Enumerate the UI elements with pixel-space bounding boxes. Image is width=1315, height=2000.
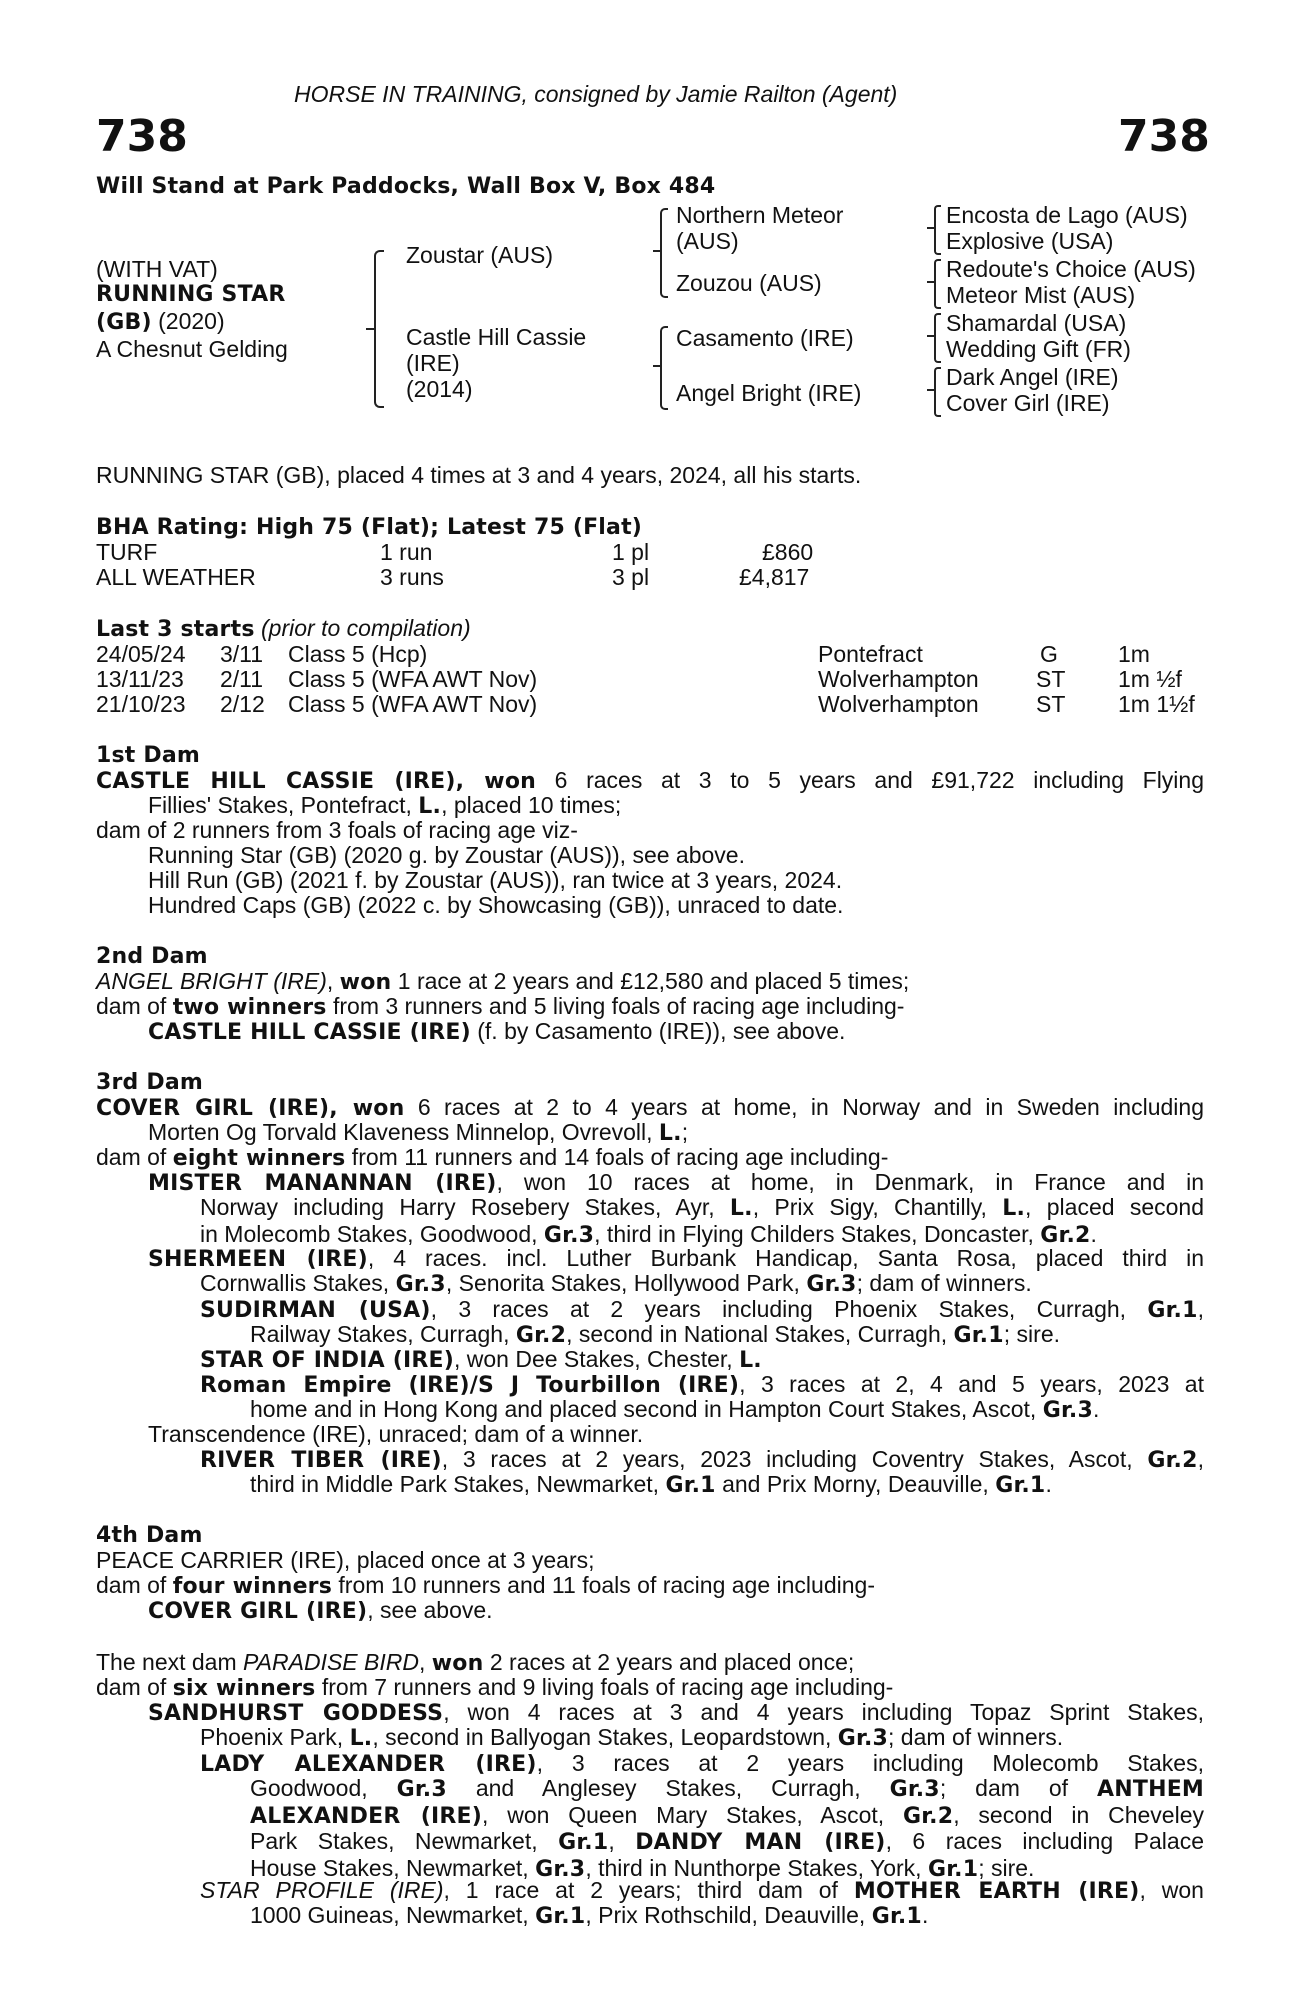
start-date: 21/10/23 <box>96 691 186 717</box>
river-tiber-cont: third in Middle Park Stakes, Newmarket, Gr.1 and Prix Morny, Deauville, Gr.1. <box>250 1471 1052 1498</box>
start-course: Wolverhampton <box>818 691 979 717</box>
pedigree-dam-line3: (2014) <box>406 376 473 402</box>
dam3-won: won <box>352 1096 405 1121</box>
sandhurst-goddess-name: SANDHURST GODDESS <box>148 1701 444 1726</box>
start-going: ST <box>1036 691 1066 717</box>
rating-prize: £860 <box>762 539 814 565</box>
dam2-produce <box>96 994 904 1021</box>
pedigree-sire: Zoustar (AUS) <box>406 242 553 268</box>
dam1-text2b: , placed 10 times; <box>441 792 622 818</box>
rating-placed: 1 pl <box>612 539 650 565</box>
rating-surface: TURF <box>96 539 158 565</box>
roman-empire-cont: home and in Hong Kong and placed second in Hampton Court Stakes, Ascot, Gr.3. <box>250 1396 1100 1423</box>
sudirman-entry: SUDIRMAN (USA), 3 races at 2 years including Phoenix Stakes, Curragh, Gr.1, <box>200 1296 1204 1323</box>
star-profile-cont: 1000 Guineas, Newmarket, Gr.1, Prix Rothschild, Deauville, Gr.1. <box>250 1902 929 1929</box>
pedigree-brace-sd <box>934 259 941 309</box>
transcendence-entry: Transcendence (IRE), unraced; dam of a winner. <box>148 1421 644 1447</box>
pedigree-dam-line2: (IRE) <box>406 350 460 376</box>
bha-rating: BHA Rating: High 75 (Flat); Latest 75 (Flat) <box>96 515 643 540</box>
pedigree-dam-sire: Casamento (IRE) <box>676 325 854 351</box>
shermeen-name: SHERMEEN (IRE) <box>148 1247 368 1272</box>
dam1-foal: Hill Run (GB) (2021 f. by Zoustar (AUS)), ran twice at 3 years, 2024. <box>148 867 843 893</box>
dam4-record: PEACE CARRIER (IRE), placed once at 3 years; <box>96 1547 595 1573</box>
sandhurst-goddess-entry: SANDHURST GODDESS, won 4 races at 3 and 4 years including Topaz Sprint Stakes, <box>148 1699 1204 1726</box>
pedigree-sds: Redoute's Choice (AUS) <box>946 256 1196 282</box>
dam3-record <box>96 1095 1204 1122</box>
horse-country: (GB) <box>96 310 152 335</box>
dam3-record-cont <box>148 1120 688 1147</box>
pedigree-ss-line1: Northern Meteor <box>676 202 844 228</box>
roman-empire-entry: Roman Empire (IRE)/S J Tourbillon (IRE), 3 races at 2, 4 and 5 years, 2023 at <box>200 1371 1204 1398</box>
pedigree-brace-main <box>374 250 384 408</box>
dam2-sep: , <box>326 968 340 994</box>
dam1-heading: 1st Dam <box>96 743 201 768</box>
start-position: 3/11 <box>220 641 264 667</box>
river-tiber-name: RIVER TIBER (IRE) <box>200 1448 442 1473</box>
horse-description: A Chesnut Gelding <box>96 336 288 362</box>
horse-name: RUNNING STAR <box>96 282 286 307</box>
pedigree-brace-dam <box>660 326 668 410</box>
dam1-produce-intro: dam of 2 runners from 3 foals of racing age viz- <box>96 817 578 843</box>
dam2-text2b: from 3 runners and 5 living foals of racing age including- <box>326 993 905 1019</box>
start-distance: 1m ½f <box>1118 666 1182 692</box>
rating-prize: £4,817 <box>739 564 810 590</box>
dam2-won: won <box>339 970 392 995</box>
shermeen-cont: Cornwallis Stakes, Gr.3, Senorita Stakes, Hollywood Park, Gr.3; dam of winners. <box>200 1270 1032 1297</box>
dam3-name: COVER GIRL (IRE) <box>96 1096 330 1121</box>
pedigree-brace-dd <box>934 367 941 417</box>
dam2-heading: 2nd Dam <box>96 944 208 969</box>
dam3-heading: 3rd Dam <box>96 1070 203 1095</box>
river-tiber-entry: RIVER TIBER (IRE), 3 races at 2 years, 2023 including Coventry Stakes, Ascot, Gr.2, <box>200 1446 1204 1473</box>
star-profile-entry: STAR PROFILE (IRE), 1 race at 2 years; third dam of MOTHER EARTH (IRE), won <box>200 1877 1204 1904</box>
pedigree-sire-dam: Zouzou (AUS) <box>676 270 822 296</box>
start-distance: 1m 1½f <box>1118 691 1195 717</box>
start-course: Pontefract <box>818 641 923 667</box>
star-of-india-entry: STAR OF INDIA (IRE), won Dee Stakes, Chester, L. <box>200 1346 762 1373</box>
pedigree-brace-sd-tick <box>927 281 934 283</box>
lady-alexander-name: LADY ALEXANDER (IRE) <box>200 1752 537 1777</box>
start-race: Class 5 (WFA AWT Nov) <box>288 691 538 717</box>
dam1-text2a: Fillies' Stakes, Pontefract, <box>148 792 419 818</box>
dam2-foal-name: CASTLE HILL CASSIE (IRE) <box>148 1020 471 1045</box>
start-position: 2/11 <box>220 666 264 692</box>
dam3-listed: L. <box>658 1121 682 1146</box>
start-race: Class 5 (Hcp) <box>288 641 428 667</box>
last-starts-heading <box>96 616 471 643</box>
pedigree-sss: Encosta de Lago (AUS) <box>946 202 1188 228</box>
pedigree-brace-ds-tick <box>927 335 934 337</box>
dam4-foal-name: COVER GIRL (IRE) <box>148 1599 368 1624</box>
sandhurst-goddess-cont: Phoenix Park, L., second in Ballyogan Stakes, Leopardstown, Gr.3; dam of winners. <box>200 1724 1064 1751</box>
pedigree-brace-dam-tick <box>653 365 660 367</box>
last-starts-note: (prior to compilation) <box>254 615 471 641</box>
dam3-sep: , <box>329 1096 353 1121</box>
nextdam-winners: six winners <box>172 1676 316 1701</box>
sudirman-cont: Railway Stakes, Curragh, Gr.2, second in National Stakes, Curragh, Gr.1; sire. <box>250 1321 1060 1348</box>
pedigree-dss: Shamardal (USA) <box>946 310 1127 336</box>
star-profile-name: STAR PROFILE (IRE) <box>200 1877 444 1903</box>
dam1-record-cont <box>148 793 621 820</box>
lot-number-right: 738 <box>1118 111 1210 162</box>
dam2-winners: two winners <box>172 995 327 1020</box>
start-race: Class 5 (WFA AWT Nov) <box>288 666 538 692</box>
dam3-winners: eight winners <box>172 1146 346 1171</box>
sudirman-name: SUDIRMAN (USA) <box>200 1298 431 1323</box>
pedigree-brace-main-tick <box>366 328 374 330</box>
stable-location: Will Stand at Park Paddocks, Wall Box V, Box 484 <box>96 174 716 199</box>
dam2-record <box>96 969 909 996</box>
last-starts-title: Last 3 starts <box>96 617 255 642</box>
pedigree-ssd: Explosive (USA) <box>946 228 1114 254</box>
rating-runs: 3 runs <box>380 564 444 590</box>
dam1-foal: Hundred Caps (GB) (2022 c. by Showcasing (GB)), unraced to date. <box>148 892 844 918</box>
start-course: Wolverhampton <box>818 666 979 692</box>
dam1-listed: L. <box>418 794 442 819</box>
horse-year: (2020) <box>151 308 225 334</box>
horse-identity <box>96 256 288 362</box>
start-date: 24/05/24 <box>96 641 186 667</box>
pedigree-dsd: Wedding Gift (FR) <box>946 336 1131 362</box>
dam1-record: CASTLE HILL CASSIE (IRE), won 6 races at 3 to 5 years and £91,722 including Flying <box>96 767 1204 794</box>
lot-number-left: 738 <box>96 111 188 162</box>
pedigree-brace-ss-tick <box>927 227 934 229</box>
vat-note: (WITH VAT) <box>96 256 218 282</box>
pedigree-dam <box>406 324 586 402</box>
start-position: 2/12 <box>220 691 265 717</box>
dam2-foal <box>148 1019 845 1046</box>
dam3-text3b: from 11 runners and 14 foals of racing age including- <box>345 1144 889 1170</box>
pedigree-brace-ss <box>934 205 941 255</box>
mister-manannan-cont: Norway including Harry Rosebery Stakes, Ayr, L., Prix Sigy, Chantilly, L., placed second in Molecomb Stakes, Goodwood, Gr.3, third in Flying Childers Stakes, Doncaster, Gr.2. <box>200 1194 1205 1248</box>
start-going: G <box>1040 641 1058 667</box>
pedigree-dds: Dark Angel (IRE) <box>946 364 1119 390</box>
pedigree-dam-dam: Angel Bright (IRE) <box>676 380 862 406</box>
nextdam-record: The next dam PARADISE BIRD, won 2 races at 2 years and placed once; <box>96 1649 855 1676</box>
dam2-name: ANGEL BRIGHT (IRE) <box>96 968 327 994</box>
roman-empire-name: Roman Empire (IRE)/S J Tourbillon (IRE) <box>200 1373 740 1398</box>
dam4-winners: four winners <box>172 1574 333 1599</box>
dam1-text1: 6 races at 3 to 5 years and £91,722 including Flying <box>536 767 1204 793</box>
mister-manannan-name: MISTER MANANNAN (IRE) <box>148 1171 497 1196</box>
pedigree-ss-line2: (AUS) <box>676 228 739 254</box>
pedigree-sdd: Meteor Mist (AUS) <box>946 282 1136 308</box>
start-date: 13/11/23 <box>96 666 184 692</box>
pedigree-brace-sire <box>660 208 668 298</box>
dam3-text3a: dam of <box>96 1144 173 1170</box>
lady-alexander-entry: LADY ALEXANDER (IRE), 3 races at 2 years including Molecomb Stakes, <box>200 1750 1204 1777</box>
start-distance: 1m <box>1118 641 1150 667</box>
dam3-text2a: Morten Og Torvald Klaveness Minnelop, Ovrevoll, <box>148 1119 659 1145</box>
pedigree-sire-sire <box>676 202 843 254</box>
dam4-foal: COVER GIRL (IRE), see above. <box>148 1597 493 1624</box>
dam2-foal-text: (f. by Casamento (IRE)), see above. <box>470 1018 846 1044</box>
pedigree-brace-dd-tick <box>927 389 934 391</box>
race-summary: RUNNING STAR (GB), placed 4 times at 3 and 4 years, 2024, all his starts. <box>96 462 862 488</box>
pedigree-brace-ds <box>934 313 941 363</box>
dam3-text2b: ; <box>681 1119 689 1145</box>
nextdam-name: PARADISE BIRD <box>243 1649 419 1675</box>
rating-surface: ALL WEATHER <box>96 564 256 590</box>
nextdam-produce: dam of six winners from 7 runners and 9 living foals of racing age including- <box>96 1674 894 1701</box>
star-of-india-name: STAR OF INDIA (IRE) <box>200 1348 454 1373</box>
pedigree-ddd: Cover Girl (IRE) <box>946 390 1110 416</box>
dam2-text2a: dam of <box>96 993 173 1019</box>
rating-runs: 1 run <box>380 539 433 565</box>
rating-placed: 3 pl <box>612 564 650 590</box>
dam1-name: CASTLE HILL CASSIE (IRE) <box>96 769 456 794</box>
shermeen-entry: SHERMEEN (IRE), 4 races. incl. Luther Burbank Handicap, Santa Rosa, placed third in <box>148 1245 1204 1272</box>
dam4-produce: dam of four winners from 10 runners and 11 foals of racing age including- <box>96 1572 875 1599</box>
dam3-produce <box>96 1145 888 1172</box>
pedigree-dam-line1: Castle Hill Cassie <box>406 324 587 350</box>
dam1-won: won <box>484 769 536 794</box>
dam2-text1: 1 race at 2 years and £12,580 and placed 5 times; <box>391 968 910 994</box>
start-going: ST <box>1036 666 1066 692</box>
dam4-heading: 4th Dam <box>96 1523 203 1548</box>
pedigree-brace-sire-tick <box>653 250 660 252</box>
lady-alexander-cont: Goodwood, Gr.3 and Anglesey Stakes, Curragh, Gr.3; dam of ANTHEM ALEXANDER (IRE), won Queen Mary Stakes, Ascot, Gr.2, second in Cheveley Park Stakes, Newmarket, Gr.1, DANDY MAN (IRE), 6 races including Palace House Stakes, Newmarket, Gr.3, third in Nunthorpe Stakes, York, Gr.1; sire. <box>250 1775 1205 1882</box>
dam1-foal: Running Star (GB) (2020 g. by Zoustar (AUS)), see above. <box>148 842 745 868</box>
mister-manannan-entry: MISTER MANANNAN (IRE), won 10 races at home, in Denmark, in France and in <box>148 1169 1204 1196</box>
dam3-text1: 6 races at 2 to 4 years at home, in Norway and in Sweden including <box>404 1094 1204 1120</box>
consignment-line: HORSE IN TRAINING, consigned by Jamie Railton (Agent) <box>294 81 898 107</box>
